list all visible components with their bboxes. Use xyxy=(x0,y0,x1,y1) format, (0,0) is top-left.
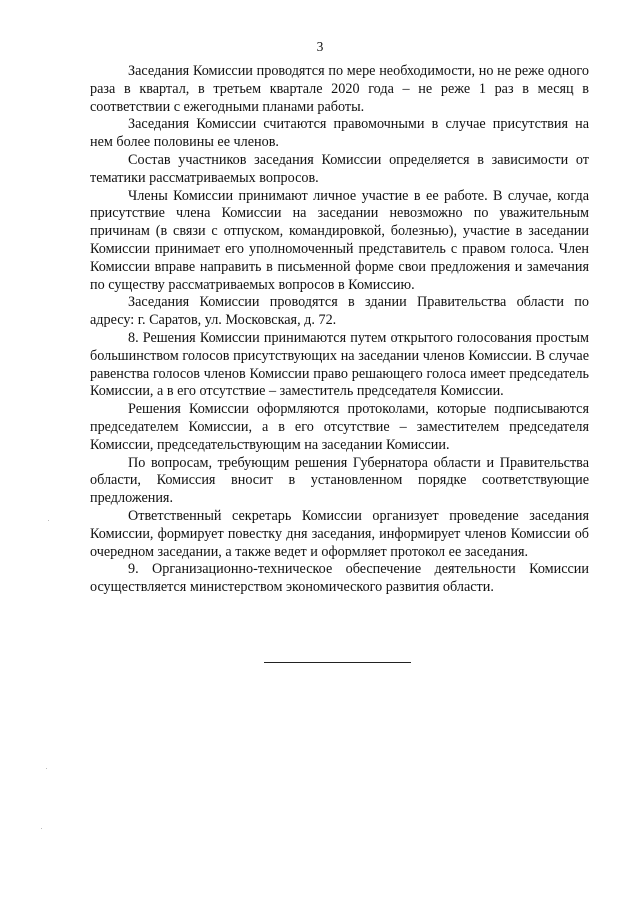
scan-speck xyxy=(41,828,42,829)
scan-speck xyxy=(46,768,47,769)
paragraph-participants: Состав участников заседания Комиссии определяется в зависимости от тематики рассматриваемых вопросов. xyxy=(90,151,589,186)
paragraph-meeting-location: Заседания Комиссии проводятся в здании Правительства области по адресу: г. Саратов, ул. Московская, д. 72. xyxy=(90,294,589,329)
paragraph-secretary: Ответственный секретарь Комиссии организует проведение заседания Комиссии, формирует повестку дня заседания, информирует членов Комиссии об очередном заседании, а также ведет и оформляет протокол ее заседания. xyxy=(90,507,589,560)
paragraph-meeting-frequency: Заседания Комиссии проводятся по мере необходимости, но не реже одного раза в квартал, в третьем квартале 2020 года – не реже 1 раз в месяц в соответствии с ежегодными планами работы. xyxy=(90,63,589,115)
scan-speck xyxy=(48,520,49,521)
paragraph-member-participation: Члены Комиссии принимают личное участие в ее работе. В случае, когда присутствие члена Комиссии на заседании невозможно по уважительным причинам (в связи с отпуском, командировкой, болезнью), участие в заседании Комиссии принимает его уполномоченный представитель с правом голоса. Член Комиссии вправе направить в письменной форме свои предложения и замечания по существу рассматриваемых вопросов в Комиссию. xyxy=(90,187,589,293)
paragraph-voting: 8. Решения Комиссии принимаются путем открытого голосования простым большинством голосов присутствующих на заседании членов Комиссии. В случае равенства голосов членов Комиссии право решающего голоса имеет председатель Комиссии, а в его отсутствие – заместитель председателя Комиссии. xyxy=(90,329,589,400)
page-number: 3 xyxy=(316,39,324,54)
document-body xyxy=(90,63,589,597)
paragraph-quorum: Заседания Комиссии считаются правомочными в случае присутствия на нем более половины ее членов. xyxy=(90,116,589,151)
paragraph-organizational-support: 9. Организационно-техническое обеспечение деятельности Комиссии осуществляется министерством экономического развития области. xyxy=(90,561,589,596)
closing-divider-line xyxy=(264,662,411,663)
paragraph-governor-proposals: По вопросам, требующим решения Губернатора области и Правительства области, Комиссия вносит в установленном порядке соответствующие предложения. xyxy=(90,454,589,507)
paragraph-protocols: Решения Комиссии оформляются протоколами, которые подписываются председателем Комиссии, а в его отсутствие – заместителем председателя Комиссии, председательствующим на заседании Комиссии. xyxy=(90,401,589,453)
